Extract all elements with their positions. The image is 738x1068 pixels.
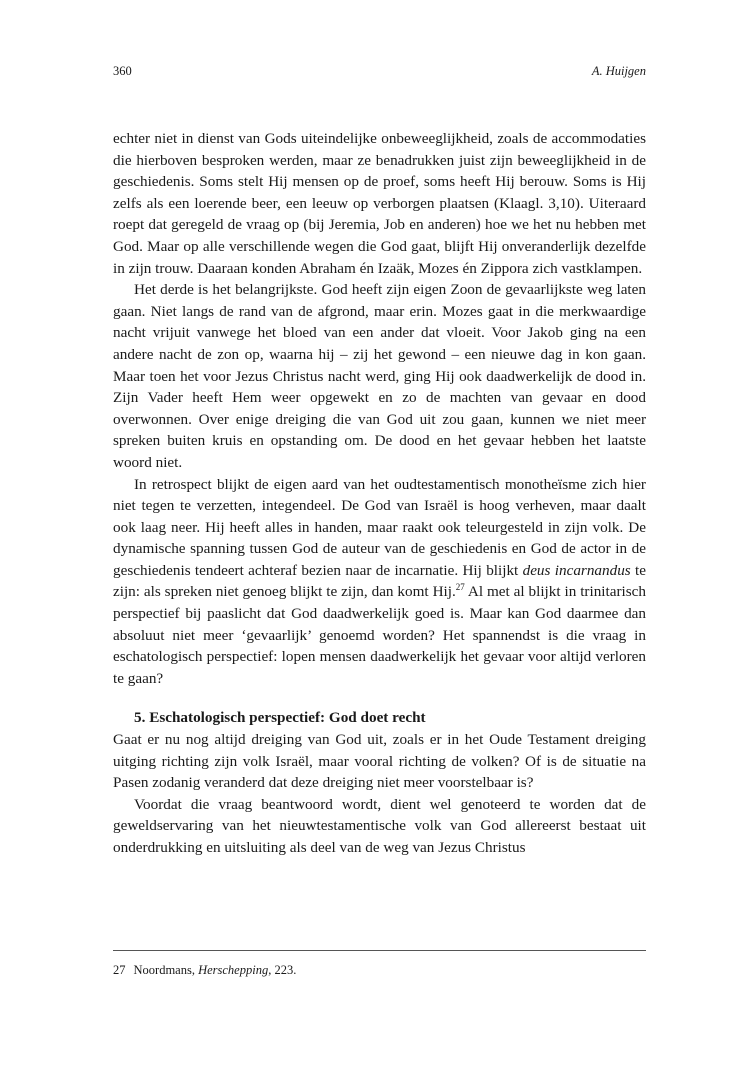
running-head-author: A. Huijgen: [591, 64, 646, 78]
footnote-ref: 27: [455, 582, 465, 593]
text-run: te zijn: als spreken niet genoeg blijkt te zijn, dan komt Hij.: [113, 561, 646, 601]
text-run: Gaat er nu nog altijd dreiging van God uit, zoals er in het Oude Testament dreiging uitging richting zijn volk Israël, maar vooral richting de volken? Of is de situatie na Pasen zodanig veranderd dat deze dreiging niet meer voorstelbaar is?: [113, 731, 646, 792]
paragraph: [113, 128, 646, 279]
paragraph: [113, 474, 646, 690]
paragraph: [113, 279, 646, 473]
text-run: Het derde is het belangrijkste. God heeft zijn eigen Zoon de gevaarlijkste weg laten gaan. Niet langs de rand van de afgrond, maar erin. Mozes gaat in die merkwaardige nacht vrijuit vanwege het bloed van een ander dat vloeit. Voor Jakob ging na een andere nacht de zon op, waarna hij – zij het gewond – een nieuwe dag in kon gaan. Maar toen het voor Jezus Christus nacht werd, ging Hij ook daadwerkelijk de dood in. Zijn Vader heeft Hem weer opgewekt en zo de machten van gevaar en dood overwonnen. Over enige dreiging die van God uit zou gaan, kunnen we niet meer spreken buiten kruis en opstanding om. De dood en het gevaar hebben het laatste woord niet.: [113, 281, 646, 471]
text-run: echter niet in dienst van Gods uiteindelijke onbeweeglijkheid, zoals de accommodaties die hierboven besproken werden, maar ze benadrukken juist zijn beweeglijkheid in de geschiedenis. Soms stelt Hij mensen op de proef, soms heeft Hij berouw. Soms is Hij zelfs als een loerende beer, een leeuw op verborgen plaatsen (Klaagl. 3,10). Uiteraard roept dat geregeld de vraag op (bij Jeremia, Job en anderen) hoe we het nu hebben met God. Maar op alle verschillende wegen die God gaat, blijft Hij onveranderlijk dezelfde in zijn trouw. Daaraan konden Abraham én Izaäk, Mozes én Zippora zich vastklampen.: [113, 130, 646, 277]
running-head: [113, 64, 646, 79]
text-run: In retrospect blijkt de eigen aard van het oudtestamentisch monotheïsme zich hier niet tegen te verzetten, integendeel. De God van Israël is hoog verheven, maar daalt ook laag neer. Hij heeft alles in handen, maar raakt ook teleurgesteld in zijn volk. De dynamische spanning tussen God de auteur van de geschiedenis en God de actor in de geschiedenis tendeert achteraf bezien naar de incarnatie. Hij blijkt: [113, 475, 646, 579]
footnote-author: Noordmans,: [133, 963, 199, 977]
page-number: 360: [113, 64, 132, 78]
section-heading: [113, 707, 646, 729]
italic-term: deus incarnandus: [522, 561, 631, 579]
text-run: 5. Eschatologisch perspectief: God doet recht: [134, 709, 426, 727]
text-run: Voordat die vraag beantwoord wordt, dient wel genoteerd te worden dat de geweldservaring van het nieuwtestamentische volk van God allereerst bestaat uit onderdrukking en uitsluiting als deel van de weg van Jezus Christus: [113, 795, 646, 856]
paragraph: [113, 794, 646, 859]
footnote: [113, 962, 646, 978]
footnote-number: 27: [113, 963, 126, 977]
footnote-divider: [113, 950, 646, 951]
text-run: Al met al blijkt in trinitarisch perspectief bij paaslicht dat God daadwerkelijk goed is. Maar kan God daarmee dan absoluut niet meer ‘gevaarlijk’ genoemd worden? Het spannendst is die vraag in eschatologisch perspectief: lopen mensen daadwerkelijk het gevaar voor altijd verloren te gaan?: [113, 583, 646, 687]
footnote-title: Herschepping: [198, 963, 269, 977]
body-text: [113, 128, 646, 859]
paragraph: [113, 729, 646, 794]
footnote-rest: , 223.: [268, 963, 297, 977]
